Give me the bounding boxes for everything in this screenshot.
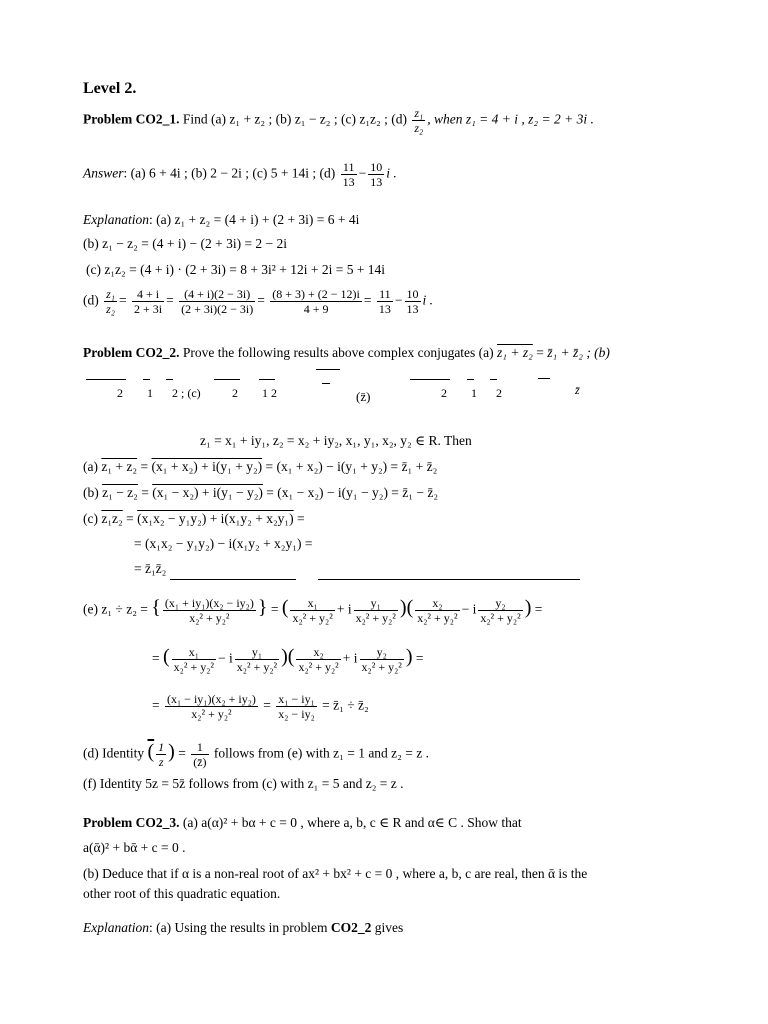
problem-co2-3-part-b-1: (b) Deduce that if α is a non-real root of ax² + bx² + c = 0 , where a, b, c are real, then ᾱ is the: [83, 866, 588, 881]
explanation-co2-3-label: Explanation: [83, 920, 149, 935]
d-fraction-4: $\frac{(8 + 3) + (2 - 12)i}{4 + 9}$: [272, 287, 360, 316]
conjugate-sum-lhs: z₁ + z₂: [497, 345, 533, 360]
co2-2-line-c: (c) z₁z₂ = (x₁x₂ − y₁y₂) + i(x₁y₂ + x₂y₁) =: [83, 511, 305, 526]
answer-minus: −: [358, 165, 367, 181]
problem-co2-3-part-b-2: other root of this quadratic equation.: [83, 886, 281, 901]
answer-tail: i .: [386, 165, 397, 181]
answer-co2-1: [83, 160, 397, 189]
conjugate-sum-rhs: z̄₁ + z̄₂ ; (b): [547, 345, 610, 360]
problem-co2-2-text: Prove the following results above complex conjugates (a): [182, 345, 494, 360]
problem-co2-2-statement: Problem CO2_2. Prove the following results above complex conjugates (a) z₁ + z₂ = z̄₁ + z̄₂ ; (b): [83, 345, 610, 360]
problem-co2-1-text: Find (a) z₁ + z₂ ; (b) z₁ − z₂ ; (c) z₁z₂ ; (d): [182, 111, 408, 127]
zbar-fragment: (z̄): [356, 389, 371, 404]
explanation-co2-1-c: (c) z₁z₂ = (4 + i) · (2 + 3i) = 8 + 3i² + 12i + 2i = 5 + 14i: [86, 262, 386, 277]
problem-co2-1-label: Problem CO2_1.: [83, 111, 180, 127]
d-fraction-3: $\frac{(4 + i)(2 - 3i)}{(2 + 3i)(2 - 3i)}$: [181, 287, 254, 316]
level-heading: Level 2.: [83, 80, 137, 97]
document-page: Level 2. Problem CO2_1. Find (a) z₁ + z₂ ; (b) z₁ − z₂ ; (c) z₁z₂ ; (d) $\frac{\text{z₁}}{\text{z₂}}$ , when z₁ = 4 + i , z₂ = 2 + 3i . Answer: (a) 6 + 4i ; (b) 2 − 2i ; (c) 5 + 14i ; (d) $\frac{11}{13}$ − $\frac{10}{13}$ i . Explanation: (a) z₁ + z₂ = (4 + i) + (2 + 3i) = 6 + 4i (b) z₁ − z₂ = (4 + i) − (2 + 3i) = 2 − 2i (c) z₁z₂ = (4 + i) · (2 + 3i) = 8 + 3i² + 12i + 2i = 5 + 14i (d) $\frac{\text{z₁}}{\text{z₂}}$ = $\frac{4 + i}{2 + 3i}$ = $\frac{(4 + i)(2 - 3i)}{(2 + 3i)(2 - 3i)}$ = $\frac{(8 + 3) + (2 - 12)i}{4 + 9}$ = $\frac{11}{13}$ − $\frac{10}{13}$ i . Problem CO2_2. Prove the following results above complex conjugates (a) z₁ + z₂ = z̄₁ + z̄₂ ; (b) 2 1 2 ; (c) 2 1 2 (z̄) 2 1 2 z̄ z₁ = x₁ + iy₁, z₂ = x₂ + iy₂, x₁, y₁, x₂, y₂ ∈ R. Then (a) z₁ + z₂ = (x₁ + x₂) + i(y₁ + y₂) = (x₁ + x₂) − i(y₁ + y₂) = z̄₁ + z̄₂ (b) z₁ − z₂ = (x₁ − x₂) + i(y₁ − y₂) = (x₁ − x₂) − i(y₁ − y₂) = z̄₁ − z̄₂ (c) z₁z₂ = (x₁x₂ − y₁y₂) + i(x₁y₂ + x₂y₁) = = (x₁x₂ − y₁y₂) − i(x₁y₂ + x₂y₁) = = z̄₁z̄₂ (e) z₁ ÷ z₂ = { $\frac{\text{(x₁ + iy₁)(x₂ − iy₂)}}{\text{x₂² + y₂²}}$ } = ( $\frac{\text{x₁}}{\text{x₂² + y₂²}}$ + i $\frac{\text{y₁}}{\text{x₂² + y₂²}}$ )( $\frac{\text{x₂}}{\text{x₂² + y₂²}}$ − i $\frac{\text{y₂}}{\text{x₂² + y₂²}}$ ) = = ( $\frac{\text{x₁}}{\text{x₂² + y₂²}}$ − i $\frac{\text{y₁}}{\text{x₂² + y₂²}}$ )( $\frac{\text{x₂}}{\text{x₂² + y₂²}}$ + i $\frac{\text{y₂}}{\text{x₂² + y₂²}}$ ) = = $\frac{\text{(x₁ − iy₁)(x₂ + iy₂)}}{\text{x₂² + y₂²}}$ = $\frac{\text{x₁ − iy₁}}{\text{x₂ − iy₂}}$ = z̄₁ ÷ z̄₂ (d) Identity ( $\frac{1}{z}$ ) = $\frac{1}{(z̄)}$ follows from (e) with z₁ = 1 and z₂ = z . (f) Identity 5z = 5z̄ follows from (c) with z₁ = 5 and z₂ = z . Problem CO2_3. (a) a(α)² + bα + c = 0 , where a, b, c ∈ R and α∈ C . Show that a(ᾱ)² + bᾱ + c = 0 . (b) Deduce that if α is a non-real root of ax² + bx² + c = 0 , where a, b, c are real, then ᾱ is the other root of this quadratic equation. Explanation: (a) Using the results in problem CO2_2 gives: [83, 80, 610, 935]
e-fraction-1: $\frac{\text{(x₁ + iy₁)(x₂ − iy₂)}}{\text{x₂² + y₂²}}$: [164, 596, 254, 625]
problem-co2-3-text: (a) a(α)² + bα + c = 0 , where a, b, c ∈ R and α∈ C . Show that: [182, 815, 522, 830]
explanation-co2-1-a: [83, 212, 359, 228]
co2-2-line-a: (a) z₁ + z₂ = (x₁ + x₂) + i(y₁ + y₂) = (x₁ + x₂) − i(y₁ + y₂) = z̄₁ + z̄₂: [83, 459, 438, 474]
problem-co2-1-when: , when z₁ = 4 + i , z₂ = 2 + 3i .: [427, 111, 594, 127]
e-overbar-left: [170, 579, 296, 580]
problem-co2-3-text2: a(ᾱ)² + bᾱ + c = 0 .: [83, 840, 186, 855]
co2-2-line-e2: = ( $\frac{\text{x₁}}{\text{x₂² + y₂²}}$ − i $\frac{\text{y₁}}{\text{x₂² + y₂²}}$ )( $\frac{\text{x₂}}{\text{x₂² + y₂²}}$ + i $\frac{\text{y₂}}{\text{x₂² + y₂²}}$ ) =: [152, 645, 424, 674]
problem-co2-1-fraction: $\frac{\text{z₁}}{\text{z₂}}$: [414, 106, 424, 135]
co2-2-line-c2: = (x₁x₂ − y₁y₂) − i(x₁y₂ + x₂y₁) =: [134, 536, 313, 551]
e-fraction-b: $\frac{\text{y₁}}{\text{x₂² + y₂²}}$: [355, 596, 396, 625]
co2-2-line-b: (b) z₁ − z₂ = (x₁ − x₂) + i(y₁ − y₂) = (x₁ − x₂) − i(y₁ − y₂) = z̄₁ − z̄₂: [83, 485, 439, 500]
e-overbar: [318, 579, 580, 580]
answer-text: : (a) 6 + 4i ; (b) 2 − 2i ; (c) 5 + 14i ; (d): [123, 165, 336, 181]
problem-co2-2-label: Problem CO2_2.: [83, 345, 180, 360]
explanation-co2-1-d: (d) $\frac{\text{z₁}}{\text{z₂}}$ = $\frac{4 + i}{2 + 3i}$ = $\frac{(4 + i)(2 - 3i)}{(2 + 3i)(2 - 3i)}$ = $\frac{(8 + 3) + (2 - 12)i}{4 + 9}$ = $\frac{11}{13}$ − $\frac{10}{13}$ i .: [83, 287, 434, 316]
answer-fraction-1: $\frac{11}{13}$: [342, 160, 355, 189]
d-fraction-2: $\frac{4 + i}{2 + 3i}$: [133, 287, 163, 316]
problem-co2-3-label: Problem CO2_3.: [83, 815, 180, 830]
co2-2-line-e: (e) z₁ ÷ z₂ = { $\frac{\text{(x₁ + iy₁)(x₂ − iy₂)}}{\text{x₂² + y₂²}}$ } = ( $\frac{\text{x₁}}{\text{x₂² + y₂²}}$ + i $\frac{\text{y₁}}{\text{x₂² + y₂²}}$ )( $\frac{\text{x₂}}{\text{x₂² + y₂²}}$ − i $\frac{\text{y₂}}{\text{x₂² + y₂²}}$ ) =: [83, 596, 543, 625]
problem-co2-3-statement: [83, 815, 522, 831]
d-fraction-6: $\frac{10}{13}$: [406, 287, 419, 316]
explanation-co2-1-b: (b) z₁ − z₂ = (4 + i) − (2 + 3i) = 2 − 2i: [83, 236, 288, 251]
problem-co2-1-statement: [83, 106, 594, 135]
co2-2-line-c3: = z̄₁z̄₂: [134, 561, 167, 576]
co2-2-setup: z₁ = x₁ + iy₁, z₂ = x₂ + iy₂, x₁, y₁, x₂, y₂ ∈ R. Then: [200, 433, 472, 448]
explanation-label: Explanation: [83, 212, 149, 227]
answer-label: Answer: [83, 165, 124, 181]
d-fraction-1: $\frac{\text{z₁}}{\text{z₂}}$: [106, 287, 115, 316]
e-fraction-c: $\frac{\text{x₂}}{\text{x₂² + y₂²}}$: [417, 596, 458, 625]
explanation-co2-3: Explanation: (a) Using the results in problem CO2_2 gives: [83, 920, 404, 935]
identity-f: (f) Identity 5z = 5z̄ follows from (c) with z₁ = 5 and z₂ = z .: [83, 776, 404, 791]
d-fraction-5: $\frac{11}{13}$: [378, 287, 391, 316]
e-fraction-d: $\frac{\text{y₂}}{\text{x₂² + y₂²}}$: [480, 596, 521, 625]
explanation-d-label: (d): [83, 292, 99, 308]
e-fraction-a: $\frac{\text{x₁}}{\text{x₂² + y₂²}}$: [292, 596, 333, 625]
identity-d: (d) Identity ( $\frac{1}{z}$ ) = $\frac{1}{(z̄)}$ follows from (e) with z₁ = 1 and z₂ = z .: [83, 740, 429, 769]
explanation-a-text: : (a) z₁ + z₂ = (4 + i) + (2 + 3i) = 6 + 4i: [149, 212, 360, 227]
co2-2-line-e3: = $\frac{\text{(x₁ − iy₁)(x₂ + iy₂)}}{\text{x₂² + y₂²}}$ = $\frac{\text{x₁ − iy₁}}{\text{x₂ − iy₂}}$ = z̄₁ ÷ z̄₂: [152, 692, 369, 721]
answer-fraction-2: $\frac{10}{13}$: [370, 160, 383, 189]
